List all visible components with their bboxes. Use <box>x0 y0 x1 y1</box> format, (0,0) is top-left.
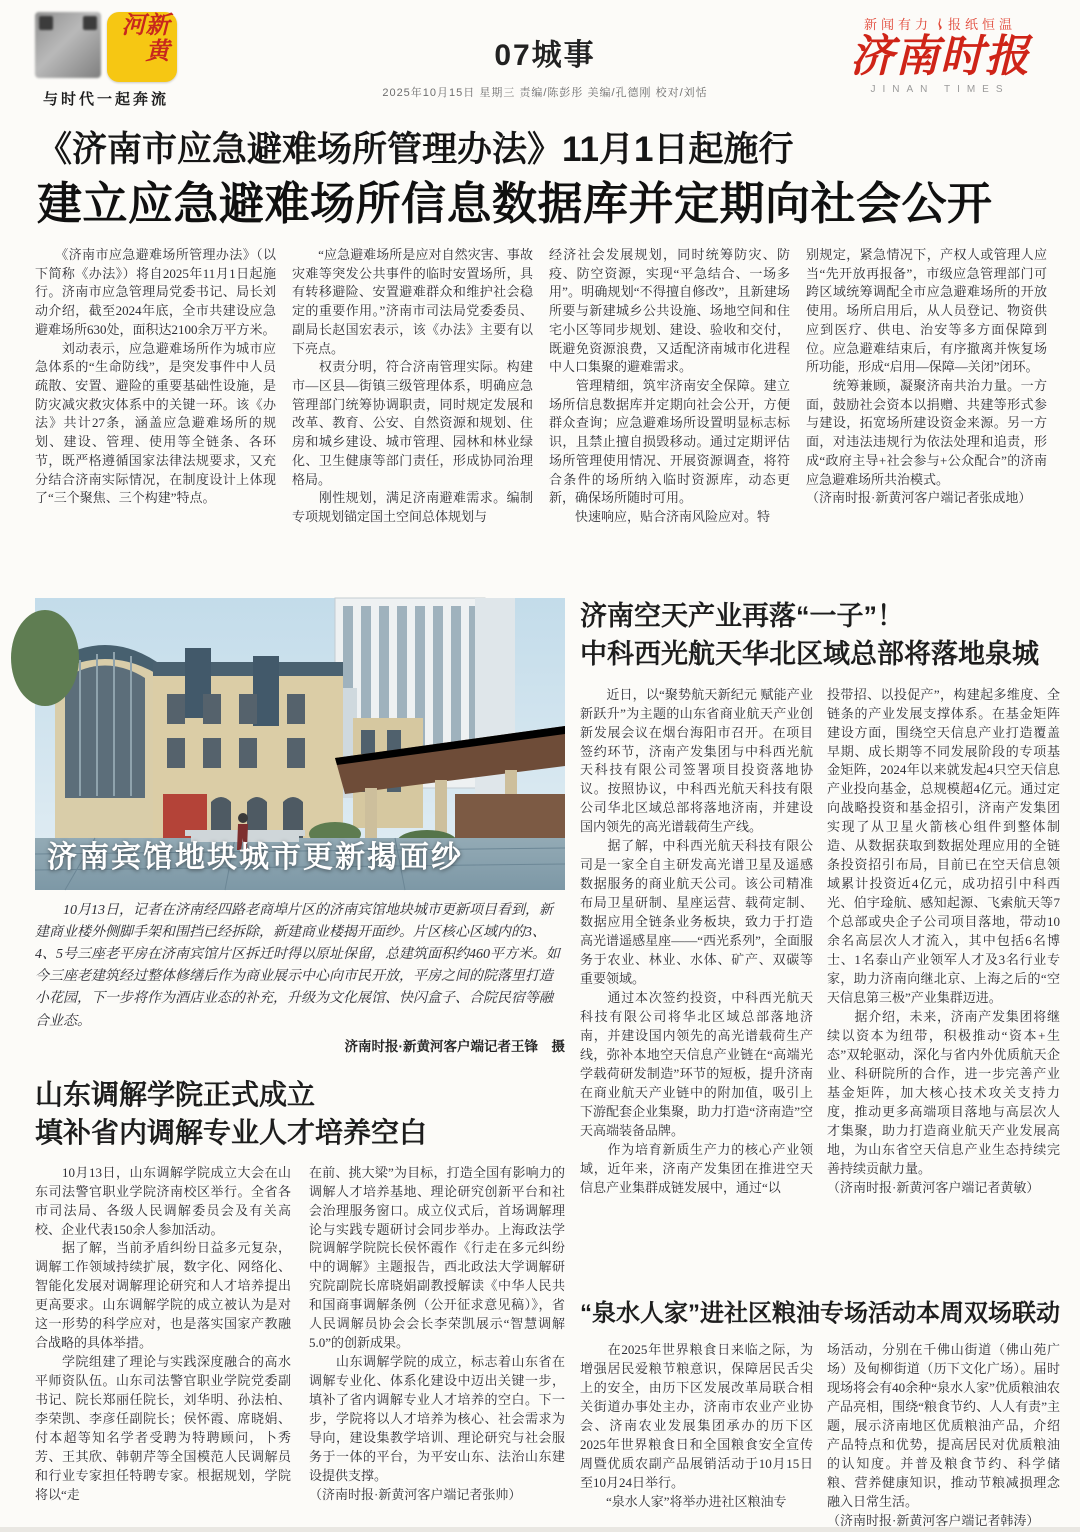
jinan-hotel-photo <box>35 598 565 890</box>
article-column <box>806 246 1047 564</box>
paragraph: 在前、挑大梁”为目标，打造全国有影响力的调解人才培养基地、理论研究创新平台和社会治理服务窗口。成立仪式后，首场调解理论与实践专题研讨会同步举办。上海政法学院调解学院院长侯怀霞作《行走在多元纠纷中的调解》主题报告，西北政法大学调解研究院副院长席晓娟副教授解读《中华人民共和国商事调解条例（公开征求意见稿）》，省人民调解员协会会长李荣凯展示“智慧调解5.0”的创新成果。 <box>309 1164 565 1351</box>
lead-kicker: 《济南市应急避难场所管理办法》11月1日起施行 <box>37 130 794 169</box>
lead-article-body <box>35 246 1047 564</box>
paragraph: 别规定，紧急情况下，产权人或管理人应当“先开放再报备”，市级应急管理部门可跨区域统筹调配全市应急避难场所的开放使用。场所启用后，从人员登记、物资供应到医疗、供电、治安等多方面保障到位。应急避难结束后，有序撤离并恢复场所功能，形成“启用—保障—关闭”闭环。 <box>806 247 1047 375</box>
article-column <box>309 1164 565 1532</box>
paragraph: 场活动，分别在千佛山街道（佛山苑广场）及甸柳街道（历下文化广场）。届时现场将会有40余种“泉水人家”优质粮油农产品亮相，围绕“粮食节约、人人有责”主题，展示济南地区优质粮油产品，介绍产品特点和优势，提高居民对优质粮油的认知度。并普及粮食节约、科学储粮、营养健康知识，推动节粮减损理念融入日常生活。 <box>827 1342 1060 1509</box>
spark-icon <box>934 17 946 31</box>
tagline-right: 报纸恒温 <box>948 17 1017 32</box>
paragraph: 统筹兼顾，凝聚济南共治力量。一方面，鼓励社会资本以捐赠、共建等形式参与建设，拓宽场所建设资金来源。另一方面，对违法违规行为依法处理和追责，形成“政府主导+社会参与+公众配合”的济南应急避难场所共治模式。 <box>806 378 1047 487</box>
paragraph: （济南时报·新黄河客户端记者张帅） <box>309 1487 522 1503</box>
lead-headline: 建立应急避难场所信息数据库并定期向社会公开 <box>37 178 993 229</box>
photo-credit: 济南时报·新黄河客户端记者王锋 摄 <box>344 1038 565 1054</box>
photo-overlay-title: 济南宾馆地块城市更新揭面纱 <box>47 841 463 874</box>
paragraph: （济南时报·新黄河客户端记者黄敏） <box>827 1179 1040 1195</box>
paragraph: 管理精细，筑牢济南安全保障。建立场所信息数据库并定期向社会公开，方便群众查询；应急避难场所设置明显标志标识，且禁止擅自损毁移动。通过定期评估场所管理使用情况、开展资源调查，将符合条件的场所纳入临时资源库，动态更新，确保场所随时可用。 <box>549 378 790 506</box>
article-column <box>35 246 276 564</box>
aerospace-title-line1: 济南空天产业再落“一子”！ <box>580 601 904 631</box>
mediation-body <box>35 1164 565 1532</box>
paragraph: 快速响应，贴合济南风险应对。特 <box>549 509 771 525</box>
paragraph: 经济社会发展规划，同时统筹防灾、防疫、防空资源，实现“平急结合、一场多用”。明确规划“不得擅自修改”，且新建场所要与新建城乡公共设施、场地空间和住宅小区等同步规划、建设、验收和交付，既避免资源浪费，又适配济南城市化进程中人口集聚的避难需求。 <box>549 247 790 375</box>
grain-title: “泉水人家”进社区粮油专场活动本周双场联动 <box>580 1300 1060 1327</box>
masthead <box>35 12 1055 116</box>
paragraph: 通过本次签约投资，中科西光航天科技有限公司将华北区域总部落地济南，并建设国内领先的高光谱载荷生产线，弥补本地空天信息产业链在“高端光学载荷研发制造”环节的短板，提升济南在商业航天产业链中的附加值，吸引上下游配套企业集聚，助力打造“济南造”空天高端装备品牌。 <box>580 990 813 1138</box>
grain-body <box>580 1341 1060 1528</box>
paragraph: 作为培育新质生产力的核心产业领域，近年来，济南产发集团在推进空天信息产业集群成链发展中，通过“以 <box>580 1141 813 1195</box>
paragraph: 据介绍，未来，济南产发集团将继续以资本为纽带，积极推动“资本+生态”双轮驱动，深化与省内外优质航天企业、科研院所的合作，进一步完善产业基金矩阵，加大核心技术攻关支持力度，推动更多高端项目落地与高层次人才集聚，助力打造商业航天产业发展高地，为山东省空天信息产业生态持续完善持续贡献力量。 <box>827 1009 1060 1176</box>
dateline: 2025年10月15日 星期三 责编/陈彭彤 美编/孔德刚 校对/刘恬 <box>382 87 708 99</box>
paragraph: 刘动表示，应急避难场所作为城市应急体系的“生命防线”，是突发事件中人员疏散、安置、避险的重要基础性设施，是防灾减灾救灾体系中的关键一环。该《办法》共计27条，涵盖应急避难场所的规划、建设、管理、使用等全链条、各环节，既严格遵循国家法律法规要求，又充分结合济南实际情况，在制度设计上体现了“三个聚焦、三个构建”特点。 <box>35 340 276 506</box>
aerospace-title <box>580 598 1060 674</box>
brand-left <box>35 12 195 109</box>
paragraph: “应急避难场所是应对自然灾害、事故灾难等突发公共事件的临时安置场所，具有转移避险、安置避难群众和维护社会稳定的重要作用。”济南市司法局党委委员、副局长赵国宏表示，该《办法》主要有以下亮点。 <box>292 247 533 356</box>
mediation-story <box>35 1076 565 1532</box>
tagline-left: 新闻有力 <box>863 17 932 32</box>
brand-right <box>825 14 1055 95</box>
aerospace-story <box>580 598 1060 1282</box>
paragraph: 10月13日，山东调解学院成立大会在山东司法警官职业学院济南校区举行。全省各市司法局、各级人民调解委员会及有关高校、企业代表150余人参加活动。 <box>35 1164 291 1237</box>
mediation-title <box>35 1076 565 1152</box>
page-section-label: 07城事 <box>494 39 596 72</box>
photo-story <box>35 598 565 1055</box>
article-column <box>827 1341 1060 1528</box>
article-column <box>580 1341 813 1517</box>
aerospace-body <box>580 686 1060 1282</box>
article-column <box>827 686 1060 1282</box>
paragraph: 刚性规划，满足济南避难需求。编制专项规划锚定国土空间总体规划与 <box>292 490 533 525</box>
aerospace-title-line2: 中科西光航天华北区域总部将落地泉城 <box>580 638 1039 669</box>
xinhuanghe-logo-text: 新黄河 <box>117 12 167 64</box>
paragraph: 投带招、以投促产”，构建起多维度、全链条的产业发展支撑体系。在基金矩阵建设方面，围绕空天信息产业打造覆盖早期、成长期等不同发展阶段的专项基金矩阵，2024年以来就发起4只空天信息产业投向基金，总规模超4亿元。通过定向战略投资和基金招引，济南产发集团实现了从卫星火箭核心组件到整体制造、从数据获取到数据处理应用的全链条投资招引布局，目前已在空天信息领域累计投资近4亿元，成功招引中科西光、伯宇琻航、感知起源、飞索航天等7个总部或央企子公司项目落地，带动10余名高层次人才流入，其中包括6名博士、1名泰山产业领军人才及3名行业专家，助力济南向继北京、上海之后的“空天信息第三极”产业集群迈进。 <box>827 686 1060 1006</box>
paragraph: 在2025年世界粮食日来临之际，为增强居民爱粮节粮意识，保障居民舌尖上的安全，由历下区发展改革局联合相关街道办事处主办，济南市农业产业协会、济南农业发展集团承办的历下区2025年世界粮食日和全国粮食安全宣传周暨优质农副产品展销活动于10月15日至10月24日举行。 <box>580 1342 813 1490</box>
section-header <box>382 30 707 100</box>
paper-name: 济南时报 <box>850 31 1030 82</box>
xinhuanghe-logo <box>107 12 177 82</box>
paragraph: 据了解，当前矛盾纠纷日益多元复杂，调解工作领域持续扩展，数字化、网络化、智能化发展对调解理论研究和人才培养提出更高要求。山东调解学院的成立被认为是对这一形势的科学应对，也是落实国家产教融合战略的具体举措。 <box>35 1240 291 1351</box>
paragraph: 据了解，中科西光航天科技有限公司是一家全自主研发高光谱卫星及遥感数据服务的商业航天公司。该公司精准布局卫星研制、星座运营、载荷定制、数据应用全链条业务板块，致力于打造高光谱遥感星座——“西光系列”，全面服务于农业、林业、水体、矿产、双碳等重要领域。 <box>580 838 813 987</box>
paragraph: （济南时报·新黄河客户端记者张成地） <box>806 490 1032 506</box>
paragraph: 权责分明，符合济南管理实际。构建市—区县—街镇三级管理体系，明确应急管理部门统筹协调职责，同时规定发展和改革、教育、公安、自然资源和规划、住房和城乡建设、城市管理、园林和林业绿化、卫生健康等部门责任，形成协同治理格局。 <box>292 359 533 487</box>
paper-name-en: JINAN TIMES <box>870 84 1010 96</box>
paragraph: 山东调解学院的成立，标志着山东省在调解专业化、体系化建设中迈出关键一步，填补了省内调解专业人才培养的空白。下一步，学院将以人才培养为核心、社会需求为导向，建设集教学培训、理论研究与社会服务于一体的平台，为平安山东、法治山东建设提供支撑。 <box>309 1354 565 1484</box>
mediation-title-line2: 填补省内调解专业人才培养空白 <box>35 1116 428 1148</box>
article-column <box>549 246 790 564</box>
mediation-title-line1: 山东调解学院正式成立 <box>35 1079 316 1110</box>
paragraph: 《济南市应急避难场所管理办法》（以下简称《办法》）将自2025年11月1日起施行。济南市应急管理局党委书记、局长刘动介绍，截至2024年底，全市共建设应急避难场所630处，面积达2100余万平方米。 <box>35 247 276 337</box>
paragraph: 学院组建了理论与实践深度融合的高水平师资队伍。山东司法警官职业学院党委副书记、院长郑丽任院长，刘华明、孙法柏、李荣凯、李彦任副院长；侯怀霞、席晓娟、付本超等知名学者受聘为特聘顾问，卜秀芳、王其欣、韩朝芹等全国模范人民调解员和行业专家担任特聘专家。根据规划，学院将以“走 <box>35 1354 291 1503</box>
photo-caption: 10月13日，记者在济南经四路老商埠片区的济南宾馆地块城市更新项目看到，新建商业楼外侧脚手架和围挡已经拆除，新建商业楼揭开面纱。片区核心区域内的3、4、5号三座老平房在济南宾馆片区拆迁时得以原址保留，总建筑面积约460平方米。如今三座老建筑经过整体修缮后作为商业展示中心向市民开放，平房之间的院落里打造小花园，下一步将作为酒店业态的补充，升级为文化展馆、快闪盒子、合院民宿等融合业态。 <box>35 903 560 1029</box>
paragraph: （济南时报·新黄河客户端记者韩涛） <box>827 1512 1040 1528</box>
paragraph: 近日，以“聚势航天新纪元 赋能产业新跃升”为主题的山东省商业航天产业创新发展会议在烟台海阳市召开。在项目签约环节，济南产发集团与中科西光航天科技有限公司签署项目投资落地协议。按照协议，中科西光航天科技有限公司华北区域总部将落地济南，并建设国内领先的高光谱载荷生产线。 <box>580 686 813 835</box>
paragraph: “泉水人家”将举办进社区粮油专 <box>580 1493 787 1509</box>
grain-story <box>580 1298 1060 1528</box>
brand-slogan: 与时代一起奔流 <box>42 91 169 108</box>
article-column <box>580 686 813 1282</box>
article-column <box>35 1164 291 1532</box>
qr-code-blurred <box>35 12 101 78</box>
article-column <box>292 246 533 564</box>
